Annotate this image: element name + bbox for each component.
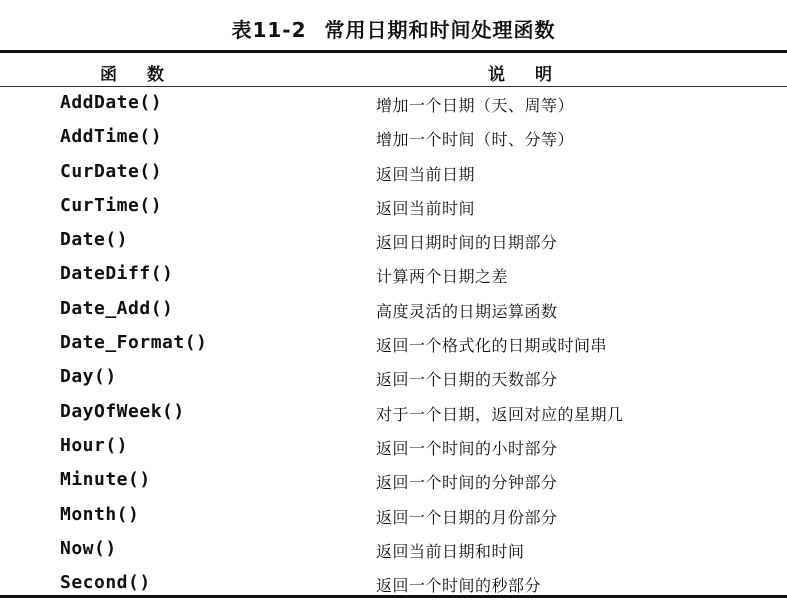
function-description: 返回一个时间的小时部分 <box>376 438 558 458</box>
table-row <box>0 501 787 535</box>
function-name: Date_Add() <box>60 297 174 319</box>
function-name: CurDate() <box>60 160 163 182</box>
function-description: 返回一个日期的月份部分 <box>376 507 558 527</box>
function-name: Now() <box>60 537 117 559</box>
function-description: 对于一个日期，返回对应的星期几 <box>376 404 624 424</box>
header-description: 说明 <box>488 65 582 85</box>
top-rule <box>0 50 787 53</box>
header-function: 函数 <box>100 65 194 85</box>
function-name: Month() <box>60 503 140 525</box>
table-row <box>0 158 787 192</box>
header-rule <box>0 86 787 87</box>
function-description: 增加一个时间（时、分等） <box>376 130 575 150</box>
table-caption <box>0 14 787 43</box>
function-description: 返回当前日期和时间 <box>376 541 525 561</box>
table-number: 表11-2 <box>231 18 307 42</box>
function-description: 返回一个时间的秒部分 <box>376 576 542 596</box>
function-name: AddDate() <box>60 92 163 113</box>
function-description: 增加一个日期（天、周等） <box>376 96 575 115</box>
table-body <box>0 89 787 603</box>
function-description: 返回一个格式化的日期或时间串 <box>376 336 608 356</box>
function-description: 返回日期时间的日期部分 <box>376 233 558 253</box>
function-name: Date() <box>60 229 129 251</box>
table-row <box>0 89 787 123</box>
function-name: DayOfWeek() <box>60 400 185 422</box>
function-description: 返回当前时间 <box>376 198 476 218</box>
table-row <box>0 226 787 260</box>
table-row <box>0 432 787 466</box>
function-name: Minute() <box>60 469 151 491</box>
table-row <box>0 295 787 329</box>
function-name: CurTime() <box>60 194 163 216</box>
table-row <box>0 398 787 432</box>
table-row <box>0 329 787 363</box>
function-description: 计算两个日期之差 <box>376 267 509 287</box>
function-description: 高度灵活的日期运算函数 <box>376 301 558 321</box>
table-row <box>0 363 787 397</box>
function-name: Second() <box>60 572 151 594</box>
function-description: 返回一个时间的分钟部分 <box>376 473 558 493</box>
function-name: Day() <box>60 366 117 388</box>
function-description: 返回一个日期的天数部分 <box>376 370 558 390</box>
function-name: Date_Format() <box>60 332 208 354</box>
table-row <box>0 260 787 294</box>
function-description: 返回当前日期 <box>376 164 476 184</box>
function-name: Hour() <box>60 434 129 456</box>
table-row <box>0 192 787 226</box>
function-name: AddTime() <box>60 126 163 148</box>
table-row <box>0 535 787 569</box>
table-row <box>0 466 787 500</box>
table-row <box>0 123 787 157</box>
table-title: 常用日期和时间处理函数 <box>324 18 556 42</box>
function-name: DateDiff() <box>60 263 174 285</box>
